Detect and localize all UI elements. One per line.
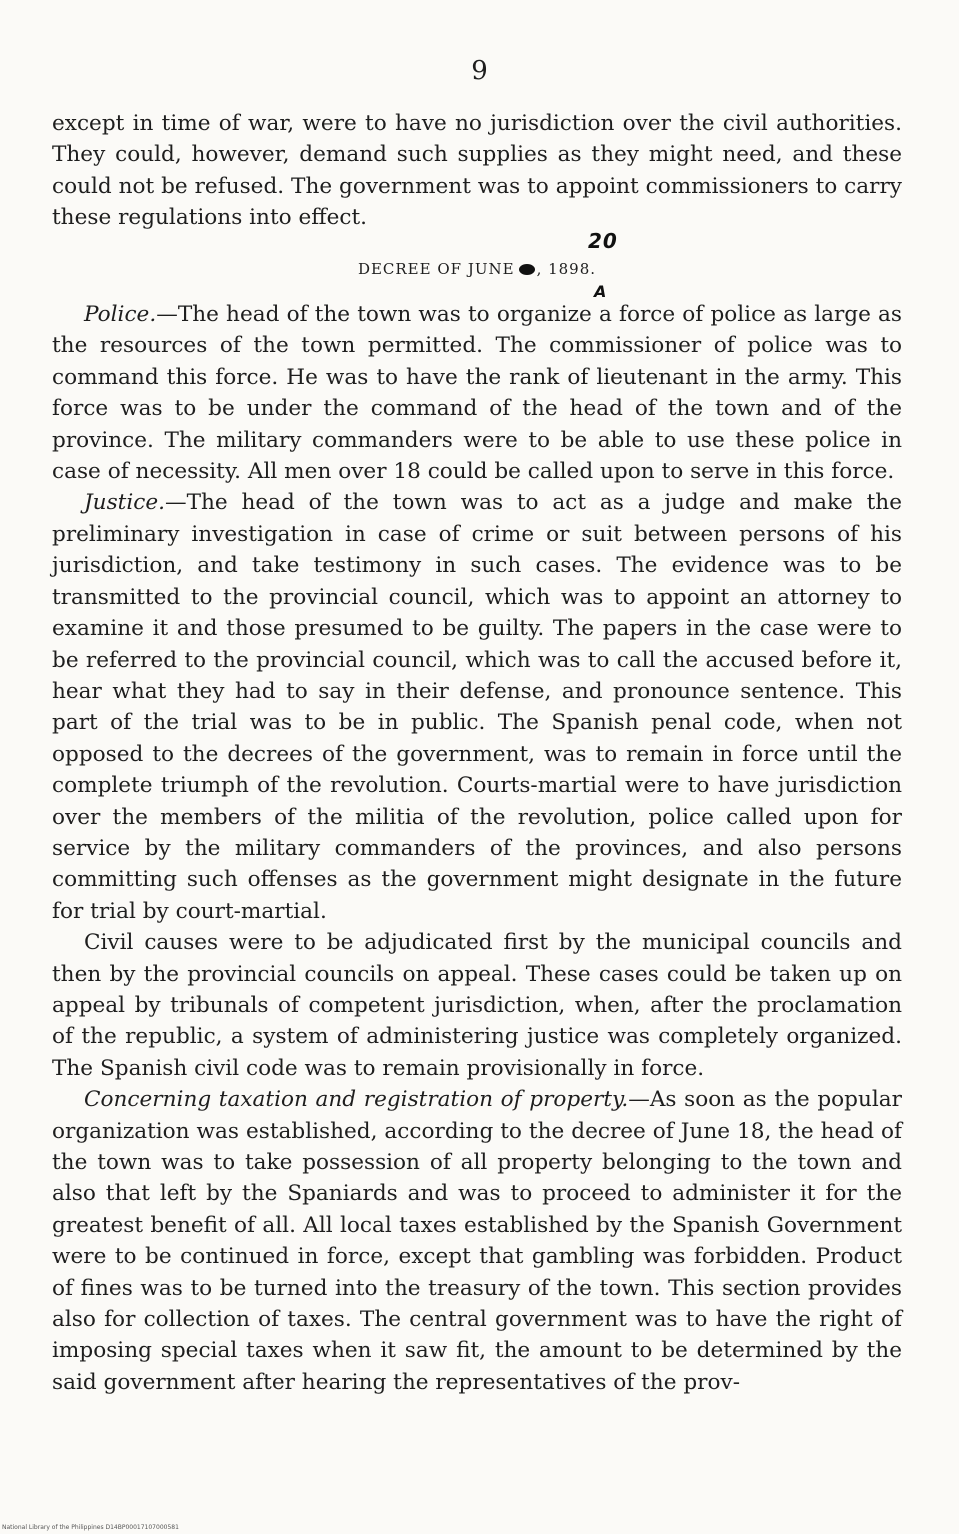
police-text: —The head of the town was to organize a force of police as large as the resources of the town permitted. The commissioner of police was to command this force. He was to have the rank of lieutenant in the army. This force was to be under the command of the head of the town and of the province. The military commanders were to be able to use these police in case of necessity. All men over 18 could be called upon to serve in this force. [52, 302, 902, 485]
decree-heading [52, 228, 902, 301]
decree-heading-prefix: DECREE OF JUNE [357, 259, 515, 278]
page-number: 9 [471, 56, 488, 86]
justice-paragraph [52, 487, 902, 927]
taxation-text: —As soon as the popular organization was established, according to the decree of June 18, the head of the town was to take possession of all property belonging to the town and also that left by the Spaniards and was to proceed to administer it for the greatest benefit of all. All local taxes established by the Spanish Government were to be continued in force, except that gambling was forbidden. Product of fines was to be turned into the treasury of the town. This section provides also for collection of taxes. The central government was to have the right of imposing special taxes when it saw fit, the amount to be determined by the said government after hearing the representatives of the prov- [52, 1087, 902, 1395]
justice-text: —The head of the town was to act as a judge and make the preliminary investigation in case of crime or suit between persons of his jurisdiction, and take testimony in such cases. The evidence was to be transmitted to the provincial council, which was to appoint an attorney to examine it and those presumed to be guilty. The papers in the case were to be referred to the provincial council, which was to call the accused before it, hear what they had to say in their defense, and pronounce sentence. This part of the trial was to be in public. The Spanish penal code, when not opposed to the decrees of the government, was to remain in force until the complete triumph of the revolution. Courts-martial were to have jurisdiction over the members of the militia of the revolution, police called upon for service by the military commanders of the provinces, and also persons committing such offenses as the government might designate in the future for trial by court-martial. [52, 490, 902, 924]
taxation-paragraph [52, 1084, 902, 1398]
taxation-title: Concerning taxation and registration of property. [84, 1087, 629, 1113]
justice-title: Justice. [84, 490, 165, 516]
archive-footer: National Library of the Philippines D14BP00017107000581 [2, 1524, 179, 1531]
decree-heading-suffix: , 1898. [536, 259, 597, 278]
police-title: Police. [84, 302, 157, 328]
police-paragraph [52, 299, 902, 487]
handwritten-caret-annotation: A [594, 281, 608, 301]
body-text [52, 108, 902, 1398]
civil-causes-paragraph: Civil causes were to be adjudicated first by the municipal councils and then by the provincial councils on appeal. These cases could be taken up on appeal by tribunals of competent jurisdiction, when, after the proclamation of the republic, a system of administering justice was completely organized. The Spanish civil code was to remain provisionally in force. [52, 930, 902, 1081]
continuation-paragraph: except in time of war, were to have no jurisdiction over the civil authorities. They could, however, demand such supplies as they might need, and these could not be refused. The government was to appoint commissioners to carry these regulations into effect. [52, 111, 902, 231]
ink-blot-icon [519, 264, 535, 275]
handwritten-date-annotation: 20 [588, 228, 618, 253]
